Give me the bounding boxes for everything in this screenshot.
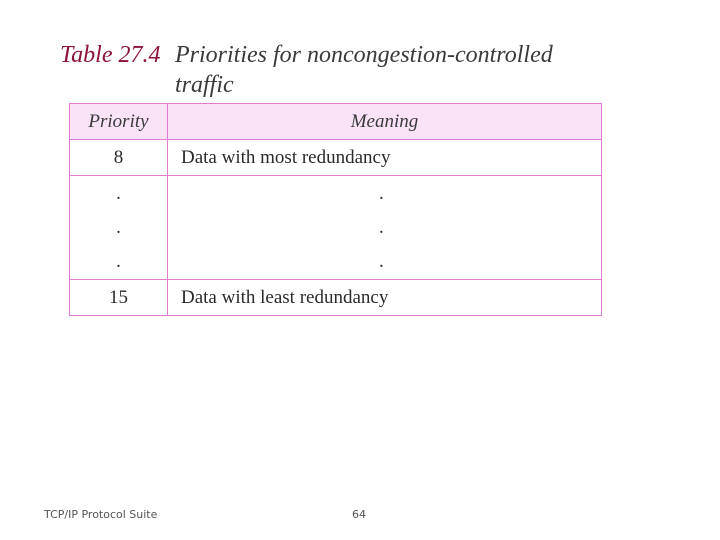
cell-meaning-ellipsis [168, 176, 602, 280]
table-row-ellipsis [70, 176, 602, 280]
priority-table [69, 103, 602, 316]
cell-priority: 8 [70, 140, 168, 176]
table-number: Table 27.4 [60, 42, 161, 68]
cell-meaning: Data with most redundancy [168, 140, 602, 176]
dot: . [116, 250, 121, 272]
table-title: Priorities for noncongestion-controlled traffic [175, 42, 553, 98]
cell-priority: 15 [70, 280, 168, 316]
dot: . [379, 182, 384, 204]
cell-meaning: Data with least redundancy [168, 280, 602, 316]
table-row [70, 280, 602, 316]
dot: . [379, 216, 384, 238]
header-priority: Priority [70, 104, 168, 140]
cell-priority-ellipsis [70, 176, 168, 280]
dot: . [116, 182, 121, 204]
header-meaning: Meaning [168, 104, 602, 140]
dot: . [116, 216, 121, 238]
table-row [70, 140, 602, 176]
footer-book-title: TCP/IP Protocol Suite [44, 508, 158, 521]
table-header-row [70, 104, 602, 140]
dot: . [379, 250, 384, 272]
page-number: 64 [352, 508, 366, 521]
